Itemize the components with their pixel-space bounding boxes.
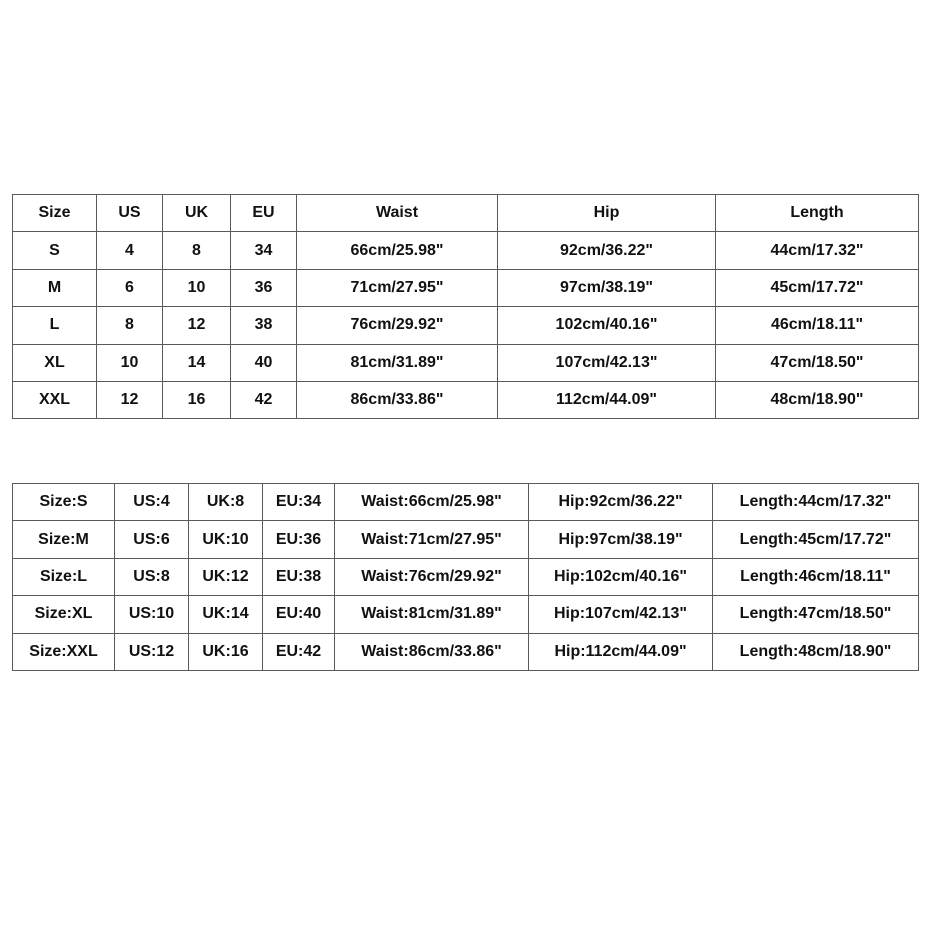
header-uk: UK — [163, 195, 231, 232]
cell-uk: 12 — [163, 307, 231, 344]
cell-size: XL — [13, 344, 97, 381]
cell-length: 48cm/18.90" — [716, 381, 919, 418]
size-chart-table-a — [12, 194, 919, 419]
cell-size: Size:XXL — [13, 633, 115, 670]
cell-eu: EU:42 — [263, 633, 335, 670]
cell-length: 45cm/17.72" — [716, 269, 919, 306]
cell-waist: 76cm/29.92" — [297, 307, 498, 344]
cell-uk: UK:12 — [189, 558, 263, 595]
cell-us: 6 — [97, 269, 163, 306]
cell-eu: EU:40 — [263, 596, 335, 633]
cell-eu: 34 — [231, 232, 297, 269]
cell-size: M — [13, 269, 97, 306]
cell-hip: 107cm/42.13" — [498, 344, 716, 381]
cell-us: US:4 — [115, 484, 189, 521]
cell-eu: 40 — [231, 344, 297, 381]
cell-size: XXL — [13, 381, 97, 418]
size-chart-table-b — [12, 483, 919, 671]
cell-uk: UK:8 — [189, 484, 263, 521]
cell-size: Size:L — [13, 558, 115, 595]
cell-hip: Hip:97cm/38.19" — [529, 521, 713, 558]
cell-uk: UK:10 — [189, 521, 263, 558]
cell-size: Size:XL — [13, 596, 115, 633]
cell-length: Length:45cm/17.72" — [713, 521, 919, 558]
cell-eu: 42 — [231, 381, 297, 418]
table-row — [13, 307, 919, 344]
cell-uk: UK:14 — [189, 596, 263, 633]
cell-eu: EU:38 — [263, 558, 335, 595]
header-size: Size — [13, 195, 97, 232]
cell-waist: Waist:81cm/31.89" — [335, 596, 529, 633]
header-length: Length — [716, 195, 919, 232]
cell-hip: Hip:107cm/42.13" — [529, 596, 713, 633]
cell-uk: UK:16 — [189, 633, 263, 670]
header-hip: Hip — [498, 195, 716, 232]
cell-us: 8 — [97, 307, 163, 344]
cell-hip: Hip:112cm/44.09" — [529, 633, 713, 670]
cell-size: L — [13, 307, 97, 344]
cell-length: Length:48cm/18.90" — [713, 633, 919, 670]
table-row — [13, 344, 919, 381]
cell-eu: EU:34 — [263, 484, 335, 521]
cell-length: Length:44cm/17.32" — [713, 484, 919, 521]
cell-us: US:8 — [115, 558, 189, 595]
table-row — [13, 232, 919, 269]
cell-waist: Waist:71cm/27.95" — [335, 521, 529, 558]
header-eu: EU — [231, 195, 297, 232]
table-row — [13, 558, 919, 595]
cell-length: Length:46cm/18.11" — [713, 558, 919, 595]
cell-us: US:6 — [115, 521, 189, 558]
cell-uk: 16 — [163, 381, 231, 418]
cell-waist: 66cm/25.98" — [297, 232, 498, 269]
cell-waist: Waist:86cm/33.86" — [335, 633, 529, 670]
cell-us: 10 — [97, 344, 163, 381]
cell-eu: EU:36 — [263, 521, 335, 558]
cell-waist: 81cm/31.89" — [297, 344, 498, 381]
cell-hip: 92cm/36.22" — [498, 232, 716, 269]
cell-size: Size:M — [13, 521, 115, 558]
cell-eu: 36 — [231, 269, 297, 306]
cell-hip: 97cm/38.19" — [498, 269, 716, 306]
cell-waist: Waist:66cm/25.98" — [335, 484, 529, 521]
cell-uk: 8 — [163, 232, 231, 269]
cell-waist: 86cm/33.86" — [297, 381, 498, 418]
cell-us: US:12 — [115, 633, 189, 670]
table-row — [13, 633, 919, 670]
cell-length: 47cm/18.50" — [716, 344, 919, 381]
cell-length: Length:47cm/18.50" — [713, 596, 919, 633]
cell-length: 46cm/18.11" — [716, 307, 919, 344]
cell-waist: Waist:76cm/29.92" — [335, 558, 529, 595]
cell-waist: 71cm/27.95" — [297, 269, 498, 306]
cell-size: Size:S — [13, 484, 115, 521]
cell-length: 44cm/17.32" — [716, 232, 919, 269]
table-row — [13, 269, 919, 306]
cell-us: US:10 — [115, 596, 189, 633]
cell-hip: Hip:92cm/36.22" — [529, 484, 713, 521]
table-row — [13, 596, 919, 633]
cell-size: S — [13, 232, 97, 269]
header-us: US — [97, 195, 163, 232]
table-row — [13, 521, 919, 558]
cell-us: 12 — [97, 381, 163, 418]
table-row — [13, 484, 919, 521]
table-row — [13, 381, 919, 418]
cell-hip: Hip:102cm/40.16" — [529, 558, 713, 595]
cell-us: 4 — [97, 232, 163, 269]
cell-uk: 14 — [163, 344, 231, 381]
cell-hip: 102cm/40.16" — [498, 307, 716, 344]
cell-eu: 38 — [231, 307, 297, 344]
header-waist: Waist — [297, 195, 498, 232]
table-header-row — [13, 195, 919, 232]
cell-hip: 112cm/44.09" — [498, 381, 716, 418]
cell-uk: 10 — [163, 269, 231, 306]
